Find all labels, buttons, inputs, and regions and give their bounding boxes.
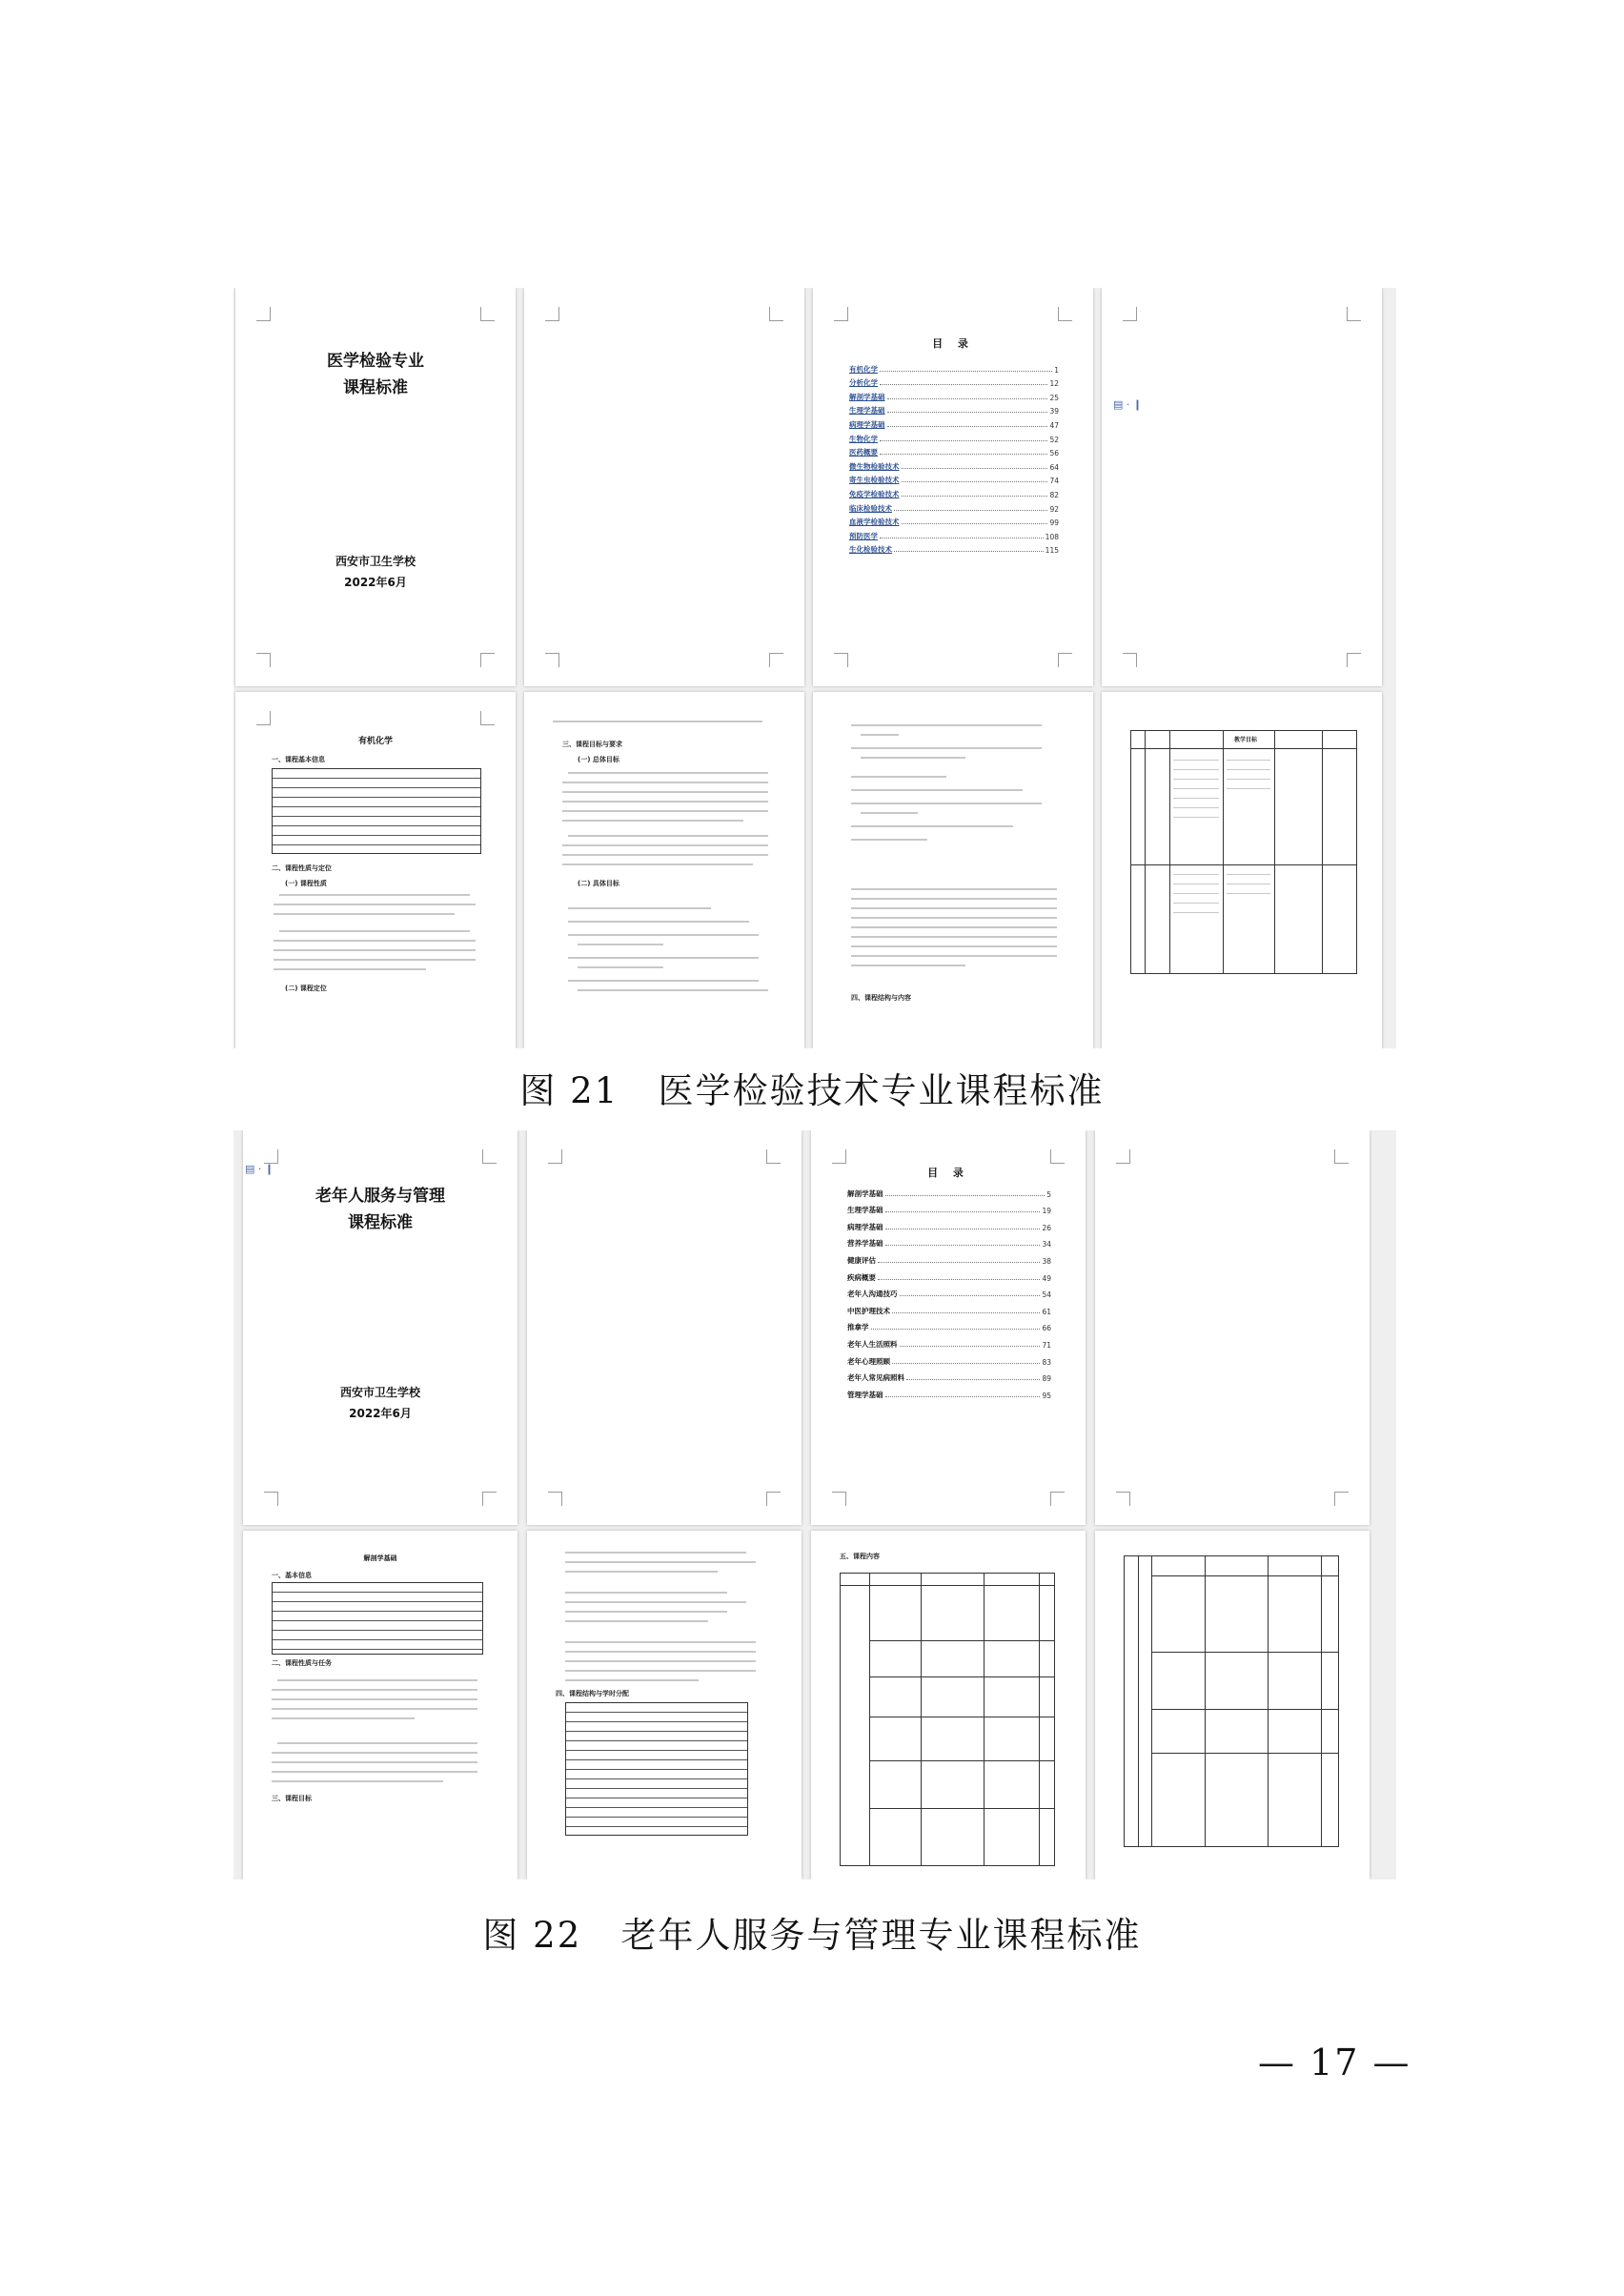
table-header: 教学目标 bbox=[1234, 737, 1258, 743]
toc-entry-page: 99 bbox=[1049, 518, 1059, 528]
toc-entry[interactable] bbox=[849, 402, 1059, 417]
page-title: 有机化学 bbox=[357, 737, 393, 746]
cover-date: 2022年6月 bbox=[349, 1407, 412, 1420]
toc-entry-title: 解剖学基础 bbox=[847, 1189, 883, 1198]
fig22-cover-page bbox=[243, 1130, 518, 1525]
toc-entry-title: 老年心理照顾 bbox=[847, 1356, 890, 1366]
cover-date: 2022年6月 bbox=[344, 576, 407, 589]
document-icon: ▤ · ❙ bbox=[1113, 398, 1143, 411]
toc-entry[interactable] bbox=[849, 360, 1059, 375]
fig21-cover-page bbox=[235, 288, 516, 686]
toc-entry[interactable] bbox=[849, 541, 1059, 556]
toc-leader bbox=[887, 426, 1048, 427]
toc-entry-page: 39 bbox=[1049, 407, 1059, 417]
toc-leader bbox=[900, 1295, 1041, 1296]
toc-entry-page: 92 bbox=[1049, 504, 1059, 514]
figure-22-thumbnails bbox=[233, 1130, 1396, 1879]
toc-leader bbox=[894, 510, 1047, 511]
toc-entry-page: 12 bbox=[1049, 379, 1059, 389]
toc-entry[interactable] bbox=[847, 1215, 1051, 1232]
fig22-blank-page-2 bbox=[1095, 1130, 1370, 1525]
toc-entry-title: 病理学基础 bbox=[847, 1222, 883, 1231]
page-title: 解剖学基础 bbox=[363, 1554, 397, 1562]
section-heading: (二) 课程定位 bbox=[285, 985, 327, 992]
toc-heading: 目 录 bbox=[932, 337, 974, 350]
document-icon: ▤ · ❙ bbox=[245, 1163, 274, 1175]
hours-table bbox=[565, 1702, 748, 1836]
figure-21-thumbnails bbox=[233, 288, 1396, 1048]
fig22-content-page-3 bbox=[811, 1531, 1086, 1879]
content-table bbox=[840, 1573, 1055, 1866]
toc-leader bbox=[902, 468, 1048, 469]
toc-leader bbox=[885, 1211, 1041, 1212]
section-heading: 一、基本信息 bbox=[272, 1572, 312, 1579]
info-table bbox=[272, 1582, 483, 1655]
toc-entry-title: 中医护理技术 bbox=[847, 1306, 890, 1315]
toc-leader bbox=[892, 1363, 1040, 1364]
toc-leader bbox=[906, 1379, 1040, 1380]
fig21-blank-page-2 bbox=[1102, 288, 1382, 686]
toc-entry-page: 108 bbox=[1045, 532, 1059, 541]
fig21-toc-page bbox=[813, 288, 1093, 686]
toc-entry[interactable] bbox=[847, 1299, 1051, 1316]
toc-entry-page: 82 bbox=[1049, 490, 1059, 499]
toc-entry[interactable] bbox=[849, 514, 1059, 528]
toc-entry-page: 74 bbox=[1049, 477, 1059, 486]
toc-entry-page: 25 bbox=[1049, 393, 1059, 402]
toc-leader bbox=[880, 440, 1047, 441]
toc-leader bbox=[880, 454, 1047, 455]
toc-entry-page: 83 bbox=[1042, 1357, 1051, 1367]
toc-entry-title: 健康评估 bbox=[847, 1255, 876, 1265]
section-heading: 四、课程结构与学时分配 bbox=[556, 1690, 629, 1697]
toc-entry[interactable] bbox=[847, 1383, 1051, 1400]
cover-title-line2: 课程标准 bbox=[348, 1213, 413, 1232]
toc-entry-title: 寄生虫检验技术 bbox=[849, 476, 900, 485]
page-number: — 17 — bbox=[1258, 2042, 1411, 2083]
toc-entry-title: 老年人生活照料 bbox=[847, 1339, 898, 1349]
fig21-content-page-3 bbox=[813, 692, 1093, 1048]
toc-entry-page: 64 bbox=[1049, 462, 1059, 472]
toc-entry-page: 66 bbox=[1042, 1324, 1051, 1333]
section-heading: (一) 总体目标 bbox=[578, 756, 619, 763]
section-heading: 三、课程目标 bbox=[272, 1795, 312, 1802]
toc-entry-page: 47 bbox=[1049, 420, 1059, 430]
toc-entry[interactable] bbox=[847, 1367, 1051, 1384]
toc-entry[interactable] bbox=[849, 430, 1059, 444]
toc-leader bbox=[887, 412, 1048, 413]
toc-leader bbox=[885, 1396, 1041, 1397]
toc-entry-title: 生化检验技术 bbox=[849, 545, 892, 555]
toc-entry-title: 微生物检验技术 bbox=[849, 461, 900, 471]
toc-leader bbox=[871, 1329, 1041, 1330]
fig21-content-page-4 bbox=[1102, 692, 1382, 1048]
toc-entry-title: 生理学基础 bbox=[847, 1206, 883, 1215]
toc-entry-title: 医药概要 bbox=[849, 448, 878, 457]
toc-entry-title: 免疫学检验技术 bbox=[849, 489, 900, 498]
toc-entry-title: 临床检验技术 bbox=[849, 503, 892, 513]
toc-entry-title: 管理学基础 bbox=[847, 1390, 883, 1399]
toc-entry-page: 52 bbox=[1049, 435, 1059, 444]
fig21-content-page-1 bbox=[235, 692, 516, 1048]
cover-title-line2: 课程标准 bbox=[343, 378, 408, 397]
toc-entry-title: 推拿学 bbox=[847, 1323, 869, 1332]
toc-entry-title: 解剖学基础 bbox=[849, 392, 885, 401]
toc-entry[interactable] bbox=[849, 472, 1059, 486]
toc-entry-title: 血液学检验技术 bbox=[849, 518, 900, 527]
fig22-blank-page bbox=[527, 1130, 802, 1525]
toc-entry-page: 19 bbox=[1042, 1207, 1051, 1216]
info-table bbox=[272, 768, 481, 854]
cover-title-line1: 老年人服务与管理 bbox=[315, 1187, 445, 1206]
toc-leader bbox=[878, 1279, 1040, 1280]
toc-entry[interactable] bbox=[849, 416, 1059, 430]
toc-leader bbox=[885, 1245, 1041, 1246]
toc-leader bbox=[902, 523, 1048, 524]
toc-entry[interactable] bbox=[849, 527, 1059, 541]
section-heading: 二、课程性质与定位 bbox=[272, 864, 332, 872]
section-heading: 五、课程内容 bbox=[840, 1553, 880, 1560]
toc-entry-page: 115 bbox=[1045, 546, 1059, 556]
toc-entry[interactable] bbox=[847, 1182, 1051, 1199]
section-heading: 二、课程性质与任务 bbox=[272, 1659, 332, 1667]
section-heading: 三、课程目标与要求 bbox=[562, 741, 622, 748]
toc-entry-page: 71 bbox=[1042, 1340, 1051, 1350]
fig22-content-page-4 bbox=[1095, 1531, 1370, 1879]
toc-entry-page: 38 bbox=[1042, 1256, 1051, 1266]
content-table bbox=[1130, 730, 1357, 974]
toc-entry[interactable] bbox=[847, 1332, 1051, 1350]
toc-entry[interactable] bbox=[847, 1249, 1051, 1266]
section-heading: (一) 课程性质 bbox=[285, 880, 327, 887]
fig21-blank-page bbox=[524, 288, 804, 686]
cover-title-line1: 医学检验专业 bbox=[327, 352, 424, 371]
toc-leader bbox=[902, 496, 1048, 497]
toc-list bbox=[849, 360, 1059, 555]
toc-entry-page: 26 bbox=[1042, 1223, 1051, 1232]
toc-entry[interactable] bbox=[849, 388, 1059, 402]
toc-entry[interactable] bbox=[849, 457, 1059, 472]
fig21-content-page-2 bbox=[524, 692, 804, 1048]
toc-entry[interactable] bbox=[847, 1266, 1051, 1283]
toc-leader bbox=[892, 1312, 1040, 1313]
toc-entry-page: 89 bbox=[1042, 1374, 1051, 1384]
toc-list bbox=[847, 1182, 1051, 1400]
toc-entry-title: 预防医学 bbox=[849, 531, 878, 540]
toc-entry[interactable] bbox=[847, 1199, 1051, 1216]
toc-entry[interactable] bbox=[847, 1232, 1051, 1250]
toc-entry[interactable] bbox=[849, 375, 1059, 389]
toc-leader bbox=[894, 551, 1044, 552]
toc-entry-page: 1 bbox=[1054, 365, 1059, 375]
toc-entry[interactable] bbox=[847, 1283, 1051, 1300]
toc-heading: 目 录 bbox=[927, 1167, 969, 1179]
toc-leader bbox=[880, 371, 1052, 372]
toc-entry-title: 有机化学 bbox=[849, 364, 878, 374]
toc-entry-page: 61 bbox=[1042, 1307, 1051, 1316]
fig22-content-page-1 bbox=[243, 1531, 518, 1879]
toc-entry-title: 生理学基础 bbox=[849, 406, 885, 416]
cover-school: 西安市卫生学校 bbox=[339, 1386, 420, 1399]
toc-leader bbox=[900, 1346, 1041, 1347]
fig22-content-page-2 bbox=[527, 1531, 802, 1879]
section-heading: 四、课程结构与内容 bbox=[851, 994, 911, 1002]
figure-21-caption: 图 21 医学检验技术专业课程标准 bbox=[519, 1070, 1105, 1111]
toc-entry-page: 56 bbox=[1049, 449, 1059, 458]
toc-entry-page: 54 bbox=[1042, 1290, 1051, 1300]
toc-entry-title: 老年人常见病照料 bbox=[847, 1373, 904, 1383]
content-table bbox=[1124, 1555, 1339, 1847]
section-heading: (二) 具体目标 bbox=[578, 880, 619, 887]
fig22-toc-page bbox=[811, 1130, 1086, 1525]
toc-entry-page: 95 bbox=[1042, 1391, 1051, 1400]
toc-entry[interactable] bbox=[847, 1316, 1051, 1333]
toc-entry[interactable] bbox=[849, 444, 1059, 458]
toc-entry-page: 34 bbox=[1042, 1240, 1051, 1250]
figure-22-caption: 图 22 老年人服务与管理专业课程标准 bbox=[482, 1915, 1142, 1956]
toc-entry-title: 疾病概要 bbox=[847, 1272, 876, 1282]
toc-entry[interactable] bbox=[849, 485, 1059, 499]
toc-entry-title: 病理学基础 bbox=[849, 419, 885, 429]
toc-entry-title: 营养学基础 bbox=[847, 1239, 883, 1249]
toc-entry[interactable] bbox=[849, 499, 1059, 514]
toc-entry-title: 分析化学 bbox=[849, 378, 878, 388]
toc-entry-page: 5 bbox=[1046, 1189, 1051, 1199]
cover-school: 西安市卫生学校 bbox=[335, 555, 416, 568]
toc-leader bbox=[887, 398, 1048, 399]
toc-entry-page: 49 bbox=[1042, 1273, 1051, 1283]
toc-leader bbox=[885, 1195, 1045, 1196]
toc-entry[interactable] bbox=[847, 1350, 1051, 1367]
toc-entry-title: 生物化学 bbox=[849, 434, 878, 443]
section-heading: 一、课程基本信息 bbox=[272, 756, 325, 763]
toc-leader bbox=[902, 481, 1048, 482]
toc-entry-title: 老年人沟通技巧 bbox=[847, 1290, 898, 1299]
toc-leader bbox=[878, 1262, 1040, 1263]
toc-leader bbox=[880, 384, 1047, 385]
